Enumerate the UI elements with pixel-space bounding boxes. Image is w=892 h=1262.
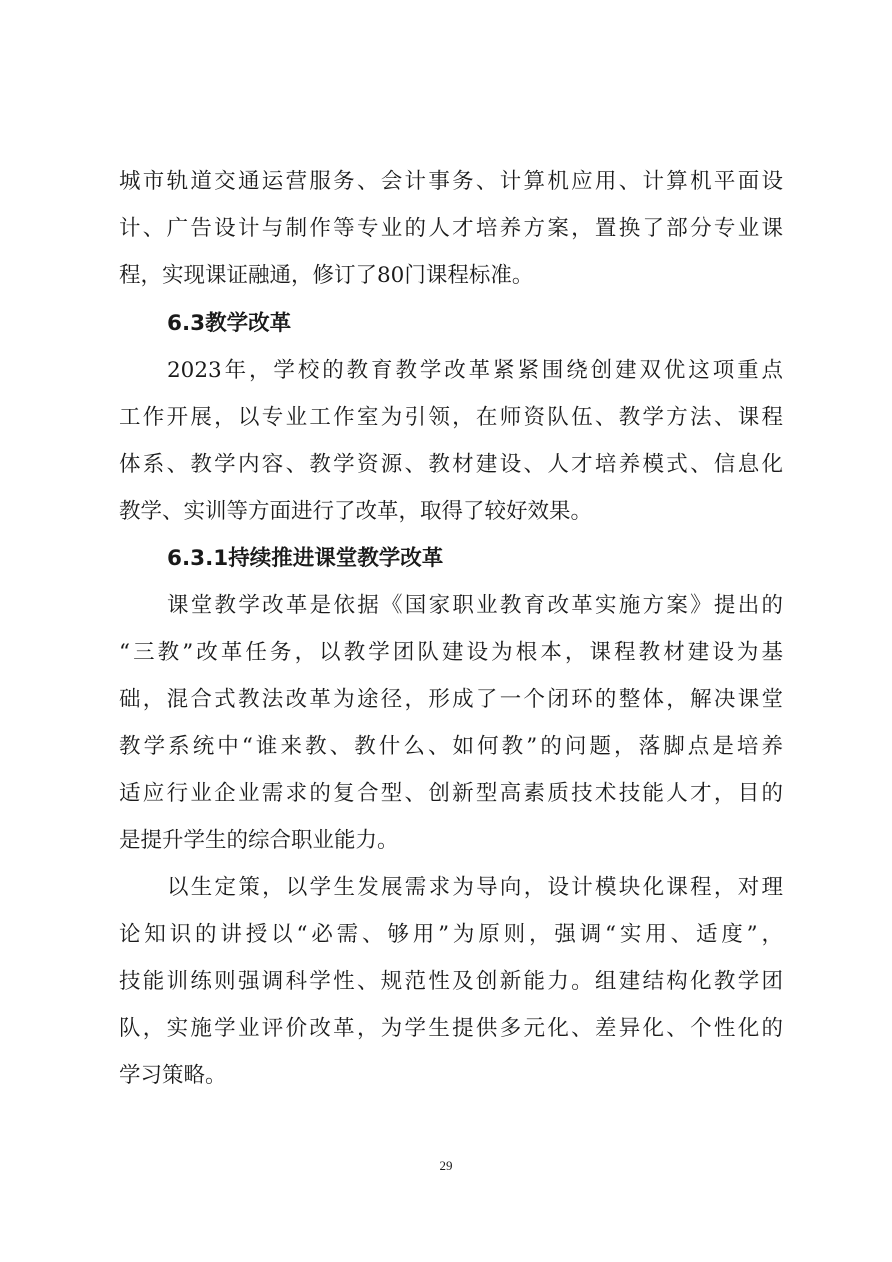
section-6-3-1-heading: 6.3.1持续推进课堂教学改革 xyxy=(167,546,444,571)
section-6-3-1-p2-line-2: 论知识的讲授以“必需、够用”为原则，强调“实用、适度”， xyxy=(119,922,783,947)
section-6-3-1-p1-line-2: “三教”改革任务，以教学团队建设为根本，课程教材建设为基 xyxy=(119,640,783,665)
section-6-3-1-p2-line-3: 技能训练则强调科学性、规范性及创新能力。组建结构化教学团 xyxy=(119,969,783,994)
section-6-3-line-1: 2023年，学校的教育教学改革紧紧围绕创建双优这项重点 xyxy=(167,358,783,383)
section-6-3-1-p1-line-1: 课堂教学改革是依据《国家职业教育改革实施方案》提出的 xyxy=(167,593,783,618)
section-6-3-line-2: 工作开展，以专业工作室为引领，在师资队伍、教学方法、课程 xyxy=(119,405,783,430)
section-6-3-1-p2-line-4: 队，实施学业评价改革，为学生提供多元化、差异化、个性化的 xyxy=(119,1016,783,1041)
intro-line-1: 城市轨道交通运营服务、会计事务、计算机应用、计算机平面设 xyxy=(119,169,783,194)
section-6-3-1-p1-line-5: 适应行业企业需求的复合型、创新型高素质技术技能人才，目的 xyxy=(119,781,783,806)
section-6-3-1-p1-line-6: 是提升学生的综合职业能力。 xyxy=(119,828,399,853)
intro-line-2: 计、广告设计与制作等专业的人才培养方案，置换了部分专业课 xyxy=(119,216,783,241)
section-6-3-1-p1-line-4: 教学系统中“谁来教、教什么、如何教”的问题，落脚点是培养 xyxy=(119,734,783,759)
section-6-3-1-p2-line-5: 学习策略。 xyxy=(119,1063,227,1088)
section-6-3-line-4: 教学、实训等方面进行了改革，取得了较好效果。 xyxy=(119,499,593,524)
section-6-3-heading: 6.3教学改革 xyxy=(167,311,292,336)
page-number: 29 xyxy=(439,1158,453,1173)
section-6-3-line-3: 体系、教学内容、教学资源、教材建设、人才培养模式、信息化 xyxy=(119,452,783,477)
intro-line-3: 程，实现课证融通，修订了80门课程标准。 xyxy=(119,263,534,288)
section-6-3-1-p1-line-3: 础，混合式教法改革为途径，形成了一个闭环的整体，解决课堂 xyxy=(119,687,783,712)
section-6-3-1-p2-line-1: 以生定策，以学生发展需求为导向，设计模块化课程，对理 xyxy=(167,875,783,900)
